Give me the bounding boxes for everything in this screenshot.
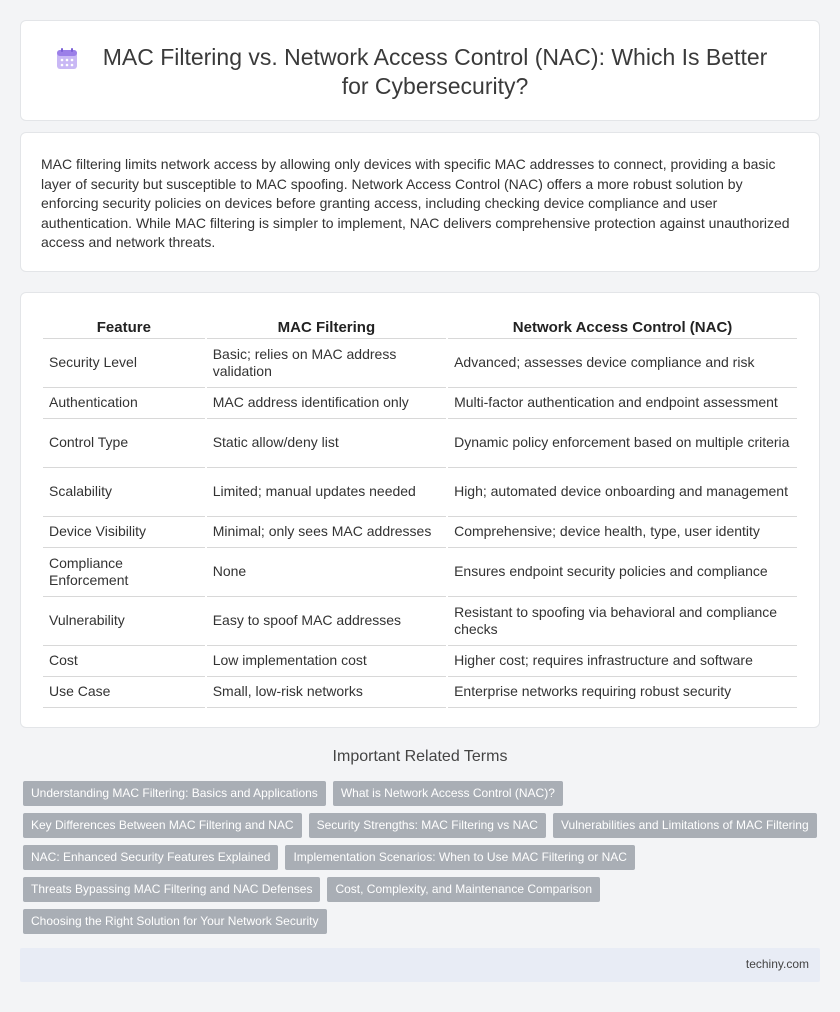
nac-cell: Resistant to spoofing via behavioral and compliance checks [448,597,797,646]
nac-cell: High; automated device onboarding and management [448,468,797,517]
footer [20,948,820,982]
feature-cell: Scalability [43,468,205,517]
table-row [43,517,797,548]
column-header-mac-filtering: MAC Filtering [207,315,446,339]
nac-cell: Comprehensive; device health, type, user identity [448,517,797,548]
nac-cell: Advanced; assesses device compliance and risk [448,339,797,388]
table-row [43,597,797,646]
feature-cell: Use Case [43,677,205,708]
mac-filtering-cell: MAC address identification only [207,388,446,419]
feature-cell: Control Type [43,419,205,468]
related-term-tag[interactable]: What is Network Access Control (NAC)? [333,781,563,806]
table-header-row [43,315,797,339]
table-row [43,419,797,468]
table-row [43,646,797,677]
nac-cell: Higher cost; requires infrastructure and software [448,646,797,677]
feature-cell: Vulnerability [43,597,205,646]
nac-cell: Enterprise networks requiring robust security [448,677,797,708]
table-row [43,677,797,708]
related-term-tag[interactable]: Threats Bypassing MAC Filtering and NAC Defenses [23,877,320,902]
table-row [43,388,797,419]
mac-filtering-cell: Minimal; only sees MAC addresses [207,517,446,548]
related-term-tag[interactable]: Implementation Scenarios: When to Use MAC Filtering or NAC [285,845,634,870]
related-term-tag[interactable]: Key Differences Between MAC Filtering and NAC [23,813,302,838]
related-terms-list [23,781,823,941]
related-term-tag[interactable]: Understanding MAC Filtering: Basics and Applications [23,781,326,806]
related-term-tag[interactable]: Security Strengths: MAC Filtering vs NAC [309,813,546,838]
nac-cell: Ensures endpoint security policies and compliance [448,548,797,597]
related-term-tag[interactable]: Vulnerabilities and Limitations of MAC Filtering [553,813,817,838]
mac-filtering-cell: Easy to spoof MAC addresses [207,597,446,646]
comparison-table [41,315,799,708]
feature-cell: Authentication [43,388,205,419]
comparison-card [20,292,820,728]
mac-filtering-cell: Static allow/deny list [207,419,446,468]
intro-paragraph: MAC filtering limits network access by allowing only devices with specific MAC addresses to connect, providing a basic layer of security but susceptible to MAC spoofing. Network Access Control (NAC) offers a more robust solution by enforcing security policies on devices before granting access, including checking device compliance and user authentication. While MAC filtering is simpler to implement, NAC delivers comprehensive protection against unauthorized access and network threats. [41,156,790,250]
feature-cell: Cost [43,646,205,677]
mac-filtering-cell: Low implementation cost [207,646,446,677]
mac-filtering-cell: Basic; relies on MAC address validation [207,339,446,388]
column-header-nac: Network Access Control (NAC) [448,315,797,339]
page-title: MAC Filtering vs. Network Access Control (NAC): Which Is Better for Cybersecurity? [102,44,768,99]
feature-cell: Device Visibility [43,517,205,548]
related-term-tag[interactable]: Cost, Complexity, and Maintenance Comparison [327,877,600,902]
mac-filtering-cell: Limited; manual updates needed [207,468,446,517]
intro-card [20,132,820,272]
feature-cell: Compliance Enforcement [43,548,205,597]
feature-cell: Security Level [43,339,205,388]
nac-cell: Dynamic policy enforcement based on multiple criteria [448,419,797,468]
related-term-tag[interactable]: NAC: Enhanced Security Features Explained [23,845,278,870]
header-card [20,20,820,121]
table-row [43,468,797,517]
footer-site-link[interactable]: techiny.com [745,957,809,971]
mac-filtering-cell: None [207,548,446,597]
nac-cell: Multi-factor authentication and endpoint assessment [448,388,797,419]
mac-filtering-cell: Small, low-risk networks [207,677,446,708]
column-header-feature: Feature [43,315,205,339]
related-terms-heading: Important Related Terms [332,748,508,765]
table-row [43,548,797,597]
related-term-tag[interactable]: Choosing the Right Solution for Your Network Security [23,909,327,934]
table-row [43,339,797,388]
